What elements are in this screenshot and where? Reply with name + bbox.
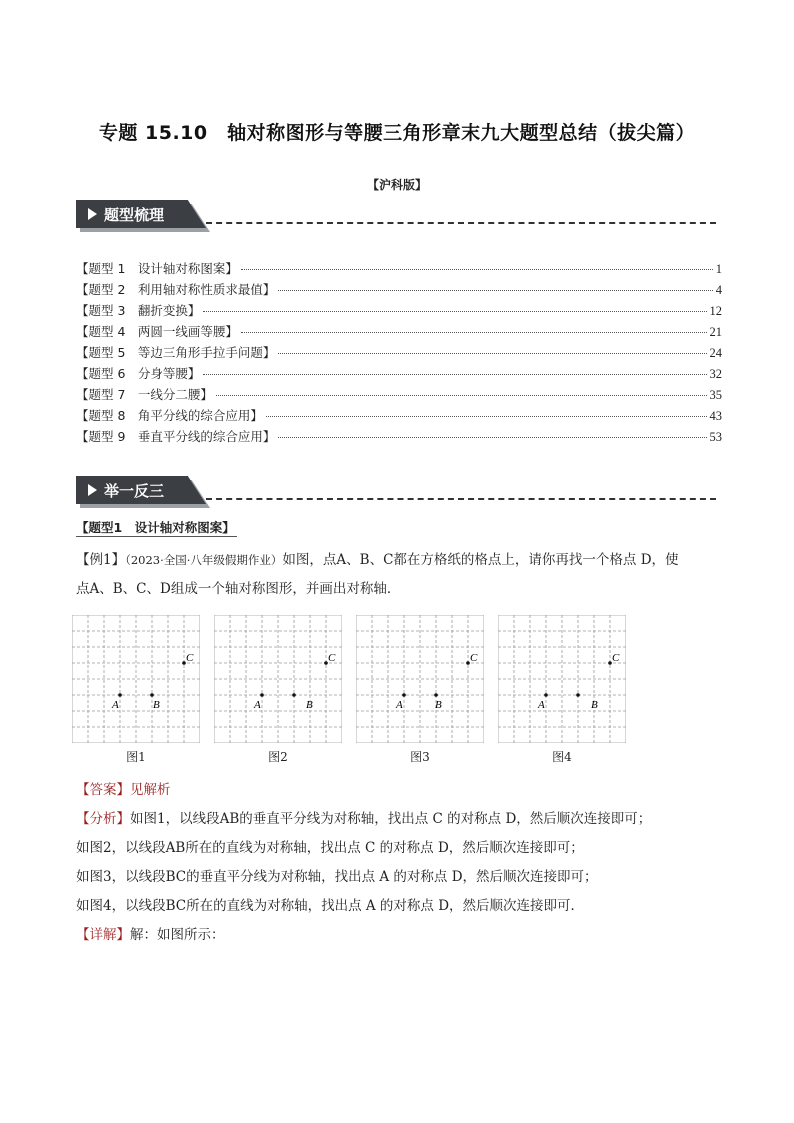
point-b [292, 693, 296, 697]
toc-banner [76, 200, 716, 228]
label-a: A [396, 699, 403, 711]
section-heading: 【题型1 设计轴对称图案】 [76, 520, 235, 535]
point-a [544, 693, 548, 697]
toc-leader [278, 290, 712, 291]
toc-page-number: 1 [715, 262, 722, 276]
edition-label: 【沪科版】 [366, 178, 427, 192]
toc-leader [278, 353, 706, 354]
grid-svg [498, 615, 626, 743]
point-a [402, 693, 406, 697]
answer-line [76, 776, 722, 805]
point-b [576, 693, 580, 697]
figure-caption-1: 图1 [126, 750, 146, 764]
grid-figure-2 [214, 615, 342, 743]
toc-leader [203, 311, 706, 312]
analysis-line-3: 如图3，以线段BC的垂直平分线为对称轴，找出点 A 的对称点 D，然后顺次连接即可； [76, 869, 598, 885]
toc-item-1[interactable] [76, 259, 722, 280]
figure-caption-2: 图2 [268, 750, 288, 764]
grid-svg [214, 615, 342, 743]
toc-item-7[interactable] [76, 385, 722, 406]
toc-page-number: 21 [709, 325, 722, 339]
toc-page-number: 12 [709, 304, 722, 318]
toc-page-number: 24 [709, 346, 722, 360]
example-line-1 [76, 546, 722, 575]
toc-item-6[interactable] [76, 364, 722, 385]
toc-item-5[interactable] [76, 343, 722, 364]
page-title: 专题 15.10 轴对称图形与等腰三角形章末九大题型总结（拔尖篇） [98, 122, 696, 144]
point-b [434, 693, 438, 697]
example-paragraph [76, 546, 722, 604]
toc-leader [216, 395, 707, 396]
toc-item-label: 【题型 8 角平分线的综合应用】 [76, 408, 263, 423]
toc-item-label: 【题型 1 设计轴对称图案】 [76, 261, 238, 276]
toc-item-label: 【题型 4 两圆一线画等腰】 [76, 324, 238, 339]
label-c: C [470, 652, 478, 664]
detail-line [76, 921, 722, 950]
figure-caption-4: 图4 [552, 750, 572, 764]
play-triangle-icon [88, 208, 97, 220]
label-c: C [612, 652, 620, 664]
toc-page-number: 53 [709, 430, 722, 444]
banner-dashed-rule [206, 498, 716, 500]
point-a [260, 693, 264, 697]
toc-item-label: 【题型 5 等边三角形手拉手问题】 [76, 345, 276, 360]
banner-label: 题型梳理 [104, 206, 165, 224]
answer-text: 见解析 [130, 782, 171, 798]
answer-label: 【答案】 [76, 782, 130, 798]
analysis-line-4: 如图4，以线段BC所在的直线为对称轴，找出点 A 的对称点 D，然后顺次连接即可． [76, 898, 585, 914]
grid-svg [72, 615, 200, 743]
label-c: C [328, 652, 336, 664]
toc-item-2[interactable] [76, 280, 722, 301]
toc-item-label: 【题型 7 一线分二腰】 [76, 387, 213, 402]
toc-page-number: 32 [709, 367, 722, 381]
toc-item-8[interactable] [76, 406, 722, 427]
label-b: B [435, 699, 442, 711]
grid-svg [356, 615, 484, 743]
point-b [150, 693, 154, 697]
label-a: A [112, 699, 119, 711]
toc-leader [203, 374, 706, 375]
analysis-text: 如图1，以线段AB的垂直平分线为对称轴，找出点 C 的对称点 D，然后顺次连接即可； [130, 811, 652, 827]
toc-leader [241, 269, 713, 270]
play-triangle-icon [88, 484, 97, 496]
toc-page-number: 35 [709, 388, 722, 402]
toc-item-3[interactable] [76, 301, 722, 322]
toc-item-label: 【题型 9 垂直平分线的综合应用】 [76, 429, 276, 444]
toc-leader [266, 416, 707, 417]
example-text: 如图，点A、B、C都在方格纸的格点上，请你再找一个格点 D，使 [282, 552, 679, 568]
figure-caption-3: 图3 [410, 750, 430, 764]
toc-page-number: 4 [715, 283, 722, 297]
label-b: B [153, 699, 160, 711]
point-a [118, 693, 122, 697]
analysis-line-1 [76, 805, 722, 834]
banner-dashed-rule [206, 222, 716, 224]
analysis-line-2: 如图2，以线段AB所在的直线为对称轴，找出点 C 的对称点 D，然后顺次连接即可； [76, 840, 584, 856]
toc-leader [278, 437, 706, 438]
toc-item-label: 【题型 2 利用轴对称性质求最值】 [76, 282, 276, 297]
toc-item-9[interactable] [76, 427, 722, 448]
label-b: B [306, 699, 313, 711]
toc-leader [241, 332, 707, 333]
solution-block [76, 776, 722, 950]
toc-page-number: 43 [709, 409, 722, 423]
example-label: 【例1】 [76, 552, 126, 568]
grid-figure-1 [72, 615, 200, 743]
detail-label: 【详解】 [76, 927, 130, 943]
grid-figure-3 [356, 615, 484, 743]
analysis-label: 【分析】 [76, 811, 130, 827]
practice-banner [76, 476, 716, 504]
toc-item-label: 【题型 6 分身等腰】 [76, 366, 201, 381]
label-a: A [254, 699, 261, 711]
grid-figure-4 [498, 615, 626, 743]
banner-label: 举一反三 [104, 482, 165, 500]
example-source: （2023·全国·八年级假期作业） [125, 553, 283, 567]
label-a: A [538, 699, 545, 711]
toc-item-4[interactable] [76, 322, 722, 343]
detail-text: 解：如图所示： [130, 927, 225, 943]
example-line-2: 点A、B、C、D组成一个轴对称图形，并画出对称轴． [76, 581, 401, 597]
label-b: B [591, 699, 598, 711]
label-c: C [186, 652, 194, 664]
toc-item-label: 【题型 3 翻折变换】 [76, 303, 201, 318]
